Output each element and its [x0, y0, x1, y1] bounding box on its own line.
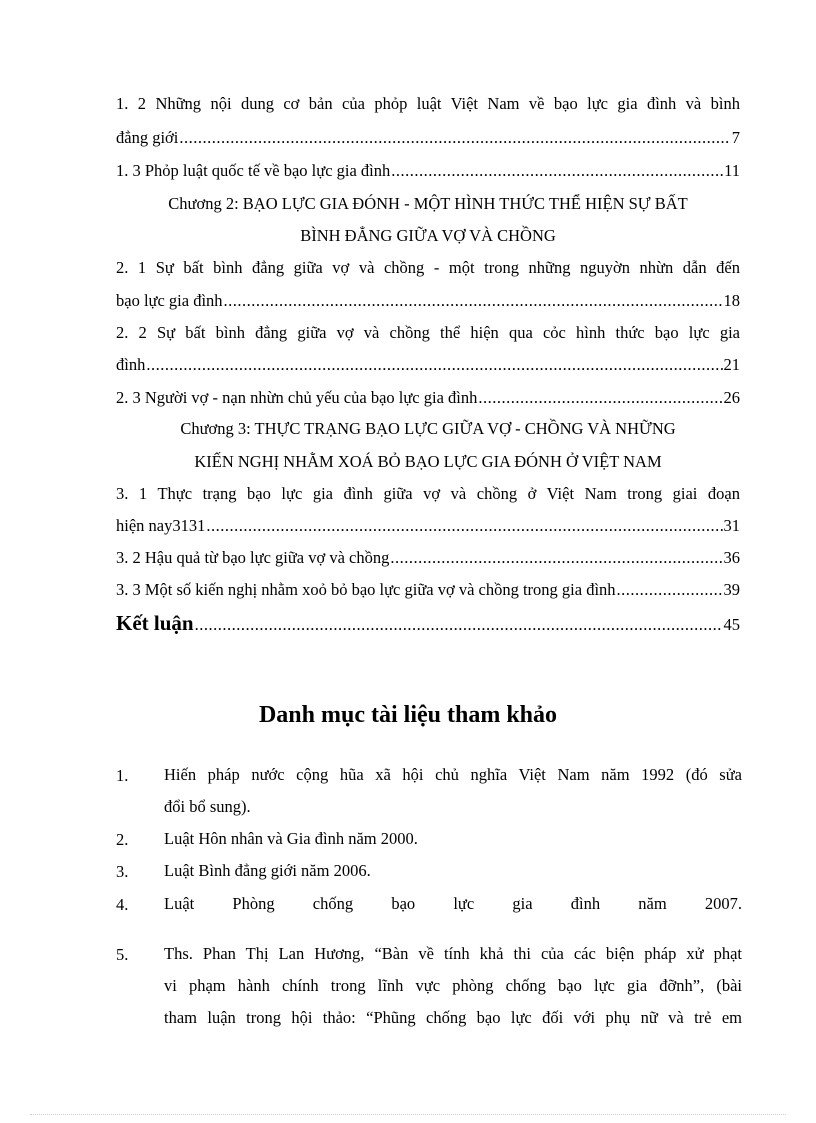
reference-line: vi phạm hành chính trong lĩnh vực phòng chống bạo lực gia đỡnh”, (bài [164, 976, 742, 995]
toc-entry-conclusion[interactable] [116, 611, 740, 636]
toc-entry-2-1-cont[interactable] [116, 291, 740, 311]
reference-line: Ths. Phan Thị Lan Hương, “Bàn về tính khả thi của các biện pháp xử phạt [164, 944, 742, 963]
reference-item-3 [164, 855, 742, 887]
toc-entry-2-1[interactable] [116, 258, 740, 278]
dot-leader [617, 580, 723, 600]
toc-entry-text: 3. 3 Một số kiến nghị nhằm xoỏ bỏ bạo lực giữa vợ và chồng trong gia đình [116, 580, 616, 599]
toc-entry-text: 3. 2 Hậu quả từ bạo lực giữa vợ và chồng [116, 548, 390, 567]
dot-leader [391, 161, 723, 181]
toc-entry-1-3[interactable] [116, 161, 740, 181]
toc-entry-text: 2. 3 Người vợ - nạn nhừn chủ yếu của bạo lực gia đình [116, 388, 478, 407]
reference-line: Hiến pháp nước cộng hũa xã hội chủ nghĩa Việt Nam năm 1992 (đó sửa [164, 765, 742, 784]
toc-page-number: 39 [723, 580, 740, 599]
dot-leader [146, 355, 722, 375]
chapter-title: BÌNH ĐẲNG GIỮA VỢ VÀ CHỒNG [300, 226, 556, 245]
toc-entry-3-3[interactable] [116, 580, 740, 600]
toc-chapter-2-heading-cont[interactable] [60, 226, 796, 246]
toc-entry-text: hiện nay3131 [116, 516, 206, 535]
toc-chapter-3-heading-cont[interactable] [60, 452, 796, 472]
toc-page-number: 11 [724, 161, 740, 180]
reference-number: 4. [116, 895, 129, 914]
reference-number: 1. [116, 766, 129, 785]
toc-entry-text: 2. 1 Sự bất bình đẳng giữa vợ và chồng - một trong những nguyờn nhừn dẫn đến [116, 258, 740, 277]
toc-entry-text: 1. 2 Những nội dung cơ bản của phỏp luật Việt Nam về bạo lực gia đình và bình [116, 94, 740, 113]
page-bottom-divider [30, 1114, 786, 1115]
reference-number: 5. [116, 945, 129, 964]
toc-page-number: 45 [723, 615, 740, 634]
toc-entry-2-2[interactable] [116, 323, 740, 343]
toc-entry-text: đình [116, 355, 146, 374]
reference-line: Luật Phòng chống bạo lực gia đình năm 2007. [164, 894, 742, 913]
toc-entry-text: đẳng giới [116, 128, 179, 147]
toc-entry-text: 1. 3 Phỏp luật quốc tế về bạo lực gia đình [116, 161, 391, 180]
reference-item-5 [164, 938, 742, 1034]
reference-item-1 [164, 759, 742, 823]
toc-entry-3-1[interactable] [116, 484, 740, 504]
dot-leader [224, 291, 723, 311]
toc-page-number: 7 [731, 128, 740, 147]
chapter-title: KIẾN NGHỊ NHẰM XOÁ BỎ BẠO LỰC GIA ĐÓNH Ở VIỆT NAM [194, 452, 662, 471]
references-title: Danh mục tài liệu tham khảo [258, 702, 558, 728]
toc-entry-1-2[interactable] [116, 94, 740, 114]
reference-number: 2. [116, 830, 129, 849]
toc-page-number: 36 [723, 548, 740, 567]
reference-line: Luật Hôn nhân và Gia đình năm 2000. [164, 829, 418, 848]
dot-leader [206, 516, 722, 536]
dot-leader [390, 548, 722, 568]
reference-item-4 [164, 888, 742, 920]
toc-entry-text: Kết luận [116, 611, 194, 635]
toc-entry-3-2[interactable] [116, 548, 740, 568]
toc-chapter-2-heading[interactable] [60, 194, 796, 214]
toc-entry-2-3[interactable] [116, 388, 740, 408]
chapter-title: Chương 3: THỰC TRẠNG BẠO LỰC GIỮA VỢ - CHỒNG VÀ NHỮNG [180, 419, 676, 438]
reference-line: Luật Bình đẳng giới năm 2006. [164, 861, 371, 880]
reference-item-2 [164, 823, 742, 855]
toc-page-number: 31 [723, 516, 740, 535]
toc-chapter-3-heading[interactable] [60, 419, 796, 439]
toc-page-number: 26 [723, 388, 740, 407]
toc-entry-3-1-cont[interactable] [116, 516, 740, 536]
toc-entry-text: bạo lực gia đình [116, 291, 223, 310]
dot-leader [195, 615, 723, 635]
reference-number: 3. [116, 862, 129, 881]
reference-line: đổi bổ sung). [164, 797, 251, 816]
dot-leader [478, 388, 722, 408]
reference-line: tham luận trong hội thảo: “Phũng chống bạo lực đối với phụ nữ và trẻ em [164, 1008, 742, 1027]
toc-page-number: 18 [723, 291, 740, 310]
chapter-title: Chương 2: BẠO LỰC GIA ĐÓNH - MỘT HÌNH THỨC THỂ HIỆN SỰ BẤT [168, 194, 688, 213]
toc-entry-text: 3. 1 Thực trạng bạo lực gia đình giữa vợ và chồng ở Việt Nam trong giai đoạn [116, 484, 740, 503]
dot-leader [179, 128, 730, 148]
toc-page-number: 21 [723, 355, 740, 374]
toc-entry-2-2-cont[interactable] [116, 355, 740, 375]
toc-entry-text: 2. 2 Sự bất bình đẳng giữa vợ và chồng thể hiện qua cỏc hình thức bạo lực gia [116, 323, 740, 342]
toc-entry-1-2-cont[interactable] [116, 128, 740, 148]
